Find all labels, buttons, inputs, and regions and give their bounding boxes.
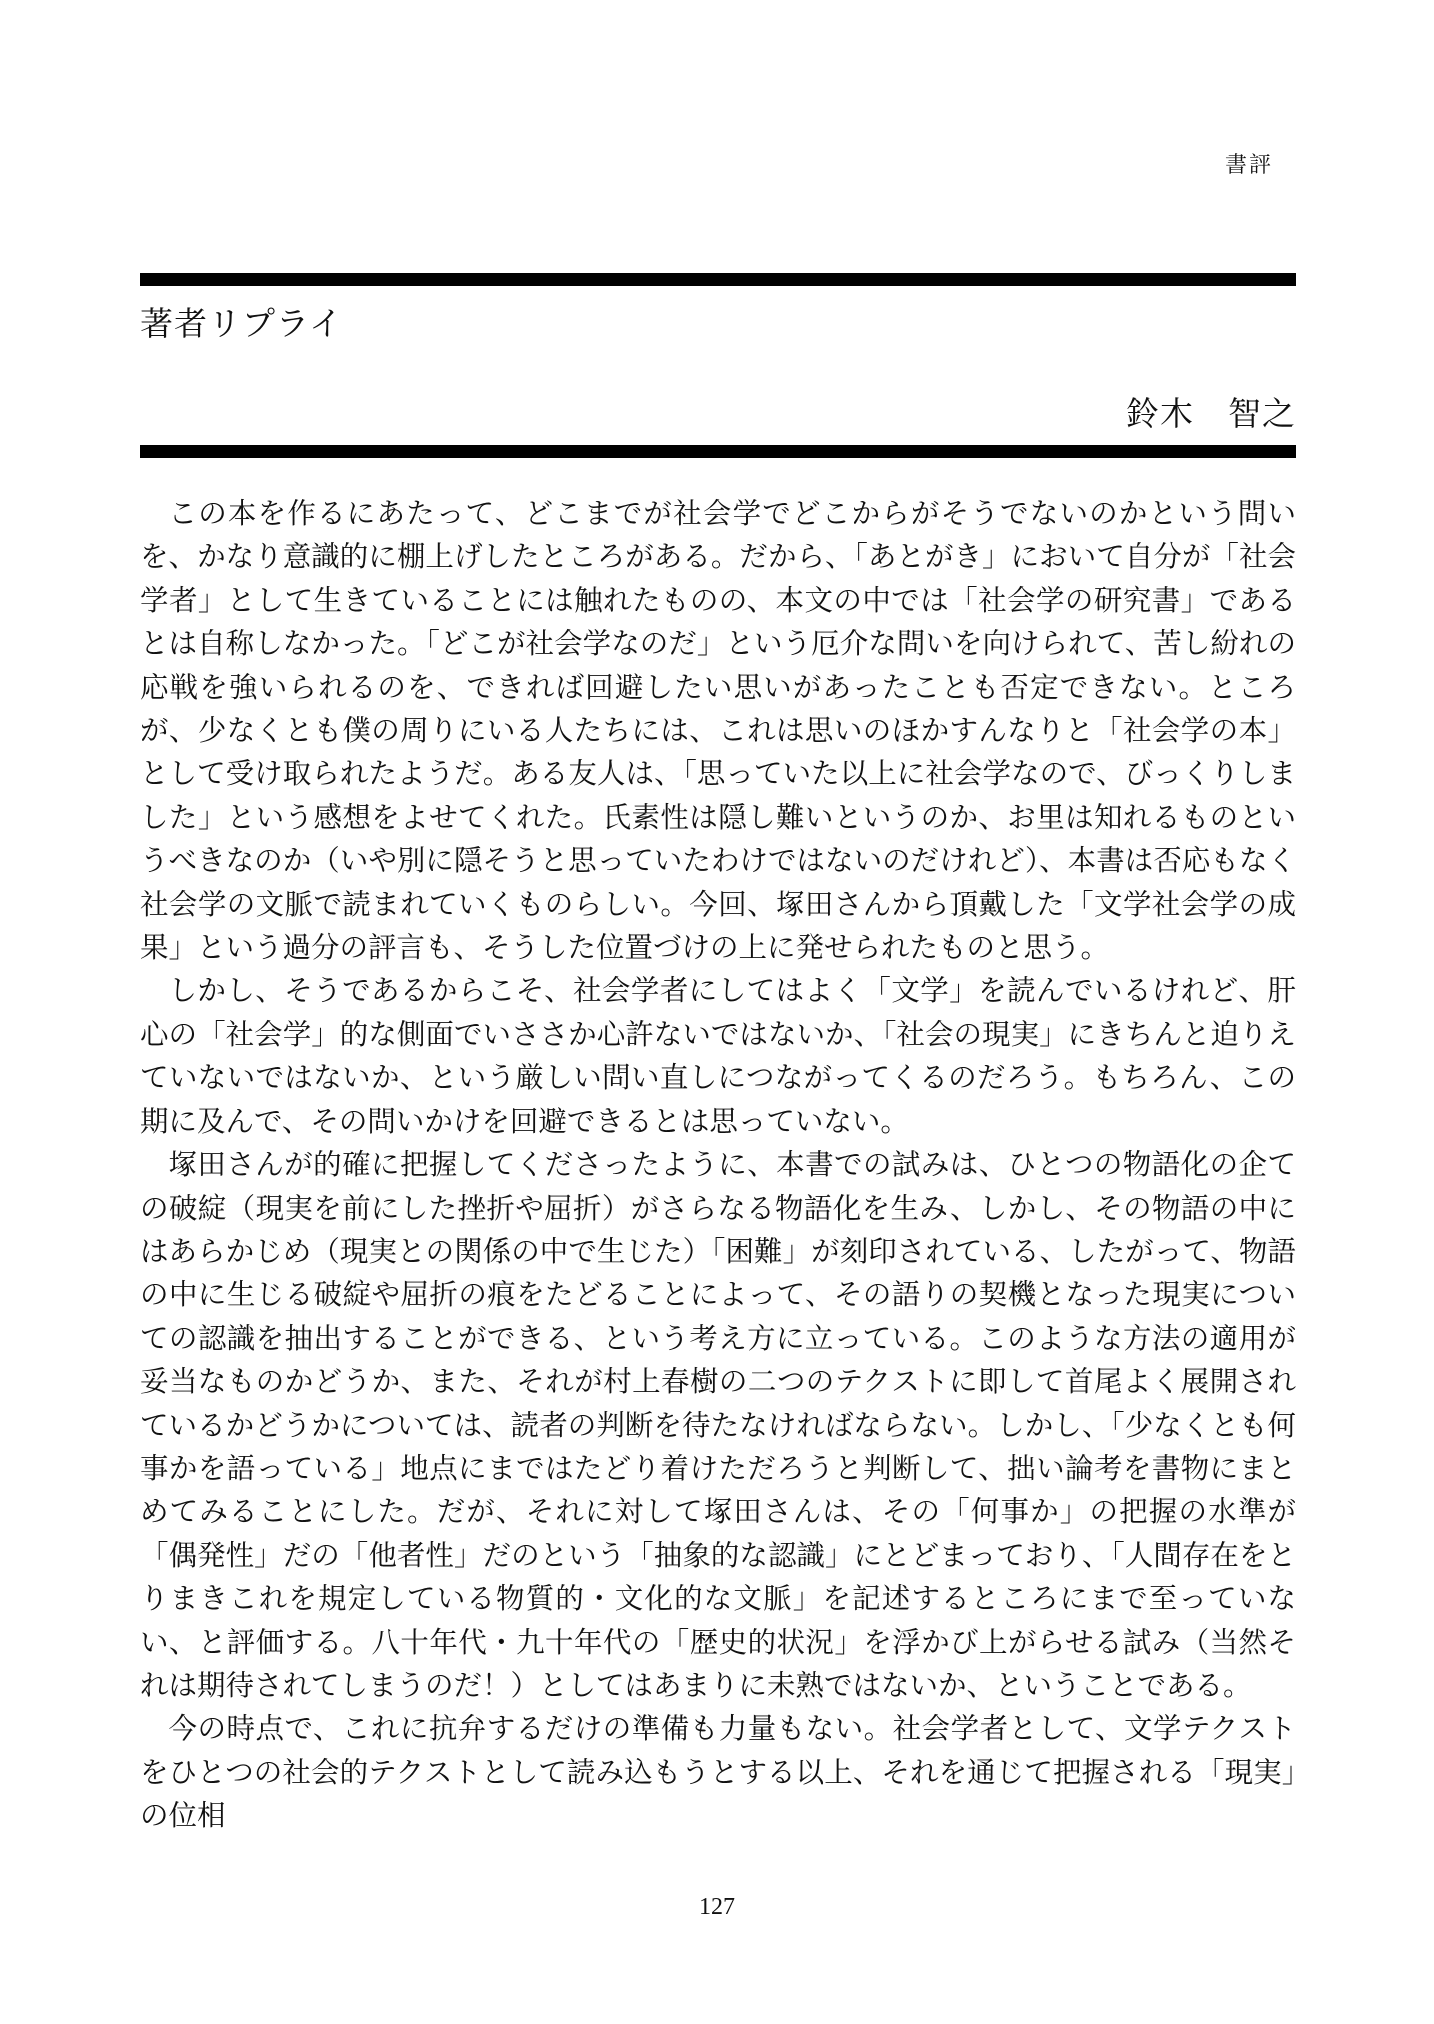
page-number: 127 bbox=[699, 1894, 735, 1920]
body-paragraph-3: 塚田さんが的確に把握してくださったように、本書での試みは、ひとつの物語化の企ての破綻（現実を前にした挫折や屈折）がさらなる物語化を生み、しかし、その物語の中にはあらかじめ（現実との関係の中で生じた）「困難」が刻印されている、したがって、物語の中に生じる破綻や屈折の痕をたどることによって、その語りの契機となった現実についての認識を抽出することができる、という考え方に立っている。このような方法の適用が妥当なものかどうか、また、それが村上春樹の二つのテクストに即して首尾よく展開されているかどうかについては、読者の判断を待たなければならない。しかし、「少なくとも何事かを語っている」地点にまではたどり着けただろうと判断して、拙い論考を書物にまとめてみることにした。だが、それに対して塚田さんは、その「何事か」の把握の水準が「偶発性」だの「他者性」だのという「抽象的な認識」にとどまっており、「人間存在をとりまきこれを規定している物質的・文化的な文脈」を記述するところにまで至っていない、と評価する。八十年代・九十年代の「歴史的状況」を浮かび上がらせる試み（当然それは期待されてしまうのだ！）としてはあまりに未熟ではないか、ということである。 bbox=[140, 1148, 1296, 1702]
title-top-rule bbox=[140, 273, 1296, 286]
article-title: 著者リプライ bbox=[140, 304, 344, 343]
body-paragraph-1: この本を作るにあたって、どこまでが社会学でどこからがそうでないのかという問いを、かなり意識的に棚上げしたところがある。だから、「あとがき」において自分が「社会学者」として生きていることには触れたものの、本文の中では「社会学の研究書」であるとは自称しなかった。「どこが社会学なのだ」という厄介な問いを向けられて、苦し紛れの応戦を強いられるのを、できれば回避したい思いがあったことも否定できない。ところが、少なくとも僕の周りにいる人たちには、これは思いのほかすんなりと「社会学の本」として受け取られたようだ。ある友人は、「思っていた以上に社会学なので、びっくりしました」という感想をよせてくれた。氏素性は隠し難いというのか、お里は知れるものというべきなのか（いや別に隠そうと思っていたわけではないのだけれど）、本書は否応もなく社会学の文脈で読まれていくものらしい。今回、塚田さんから頂戴した「文学社会学の成果」という過分の評言も、そうした位置づけの上に発せられたものと思う。 bbox=[140, 497, 1296, 965]
title-bottom-rule bbox=[140, 445, 1296, 458]
article-body bbox=[140, 492, 1296, 1838]
author-name: 鈴木 智之 bbox=[1126, 394, 1296, 433]
body-paragraph-4: 今の時点で、これに抗弁するだけの準備も力量もない。社会学者として、文学テクストをひとつの社会的テクストとして読み込もうとする以上、それを通じて把握される「現実」の位相 bbox=[140, 1712, 1296, 1833]
section-label: 書評 bbox=[1225, 153, 1274, 178]
body-paragraph-2: しかし、そうであるからこそ、社会学者にしてはよく「文学」を読んでいるけれど、肝心の「社会学」的な側面でいささか心許ないではないか、「社会の現実」にきちんと迫りえていないではないか、という厳しい問い直しにつながってくるのだろう。もちろん、この期に及んで、その問いかけを回避できるとは思っていない。 bbox=[140, 974, 1296, 1138]
